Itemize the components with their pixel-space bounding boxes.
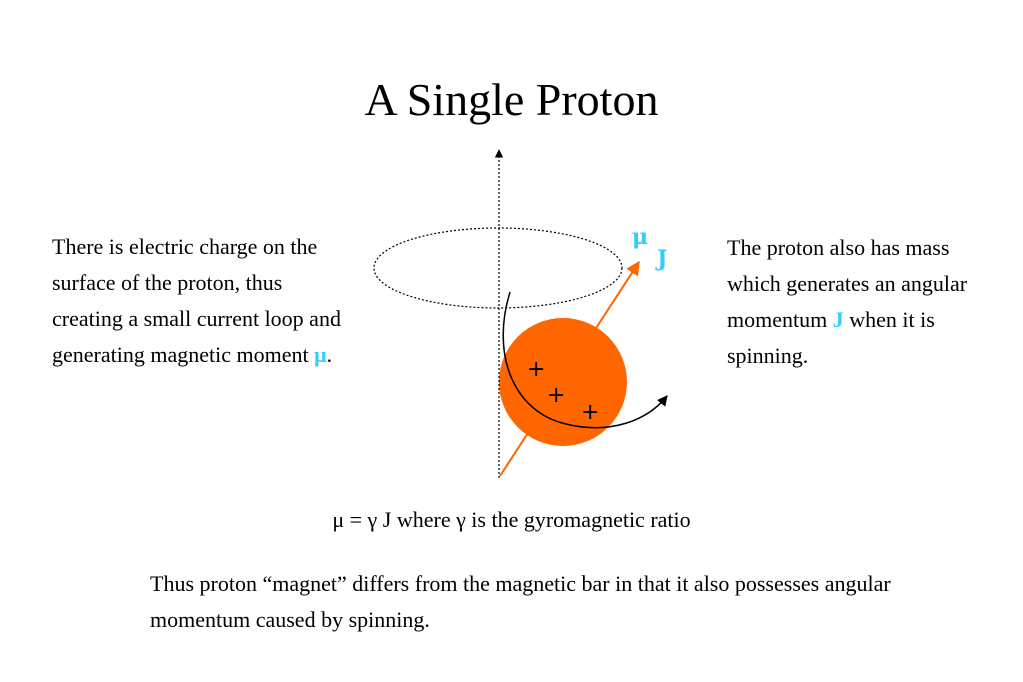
- charge-description-body: There is electric charge on the surface of the proton, thus creating a small current loop and generating magnetic moment: [52, 234, 341, 367]
- mu-axis-label: μ: [632, 224, 649, 250]
- gyromagnetic-equation: μ = γ J where γ is the gyromagnetic ratio: [332, 507, 691, 532]
- j-symbol: J: [832, 307, 844, 332]
- mu-symbol: μ: [314, 342, 327, 367]
- mass-description-body: The proton also has mass which generates an angular momentum: [727, 235, 968, 332]
- charge-description-end: .: [326, 342, 333, 367]
- plus-charge-3: +: [581, 400, 600, 425]
- mass-description-end: when it is spinning.: [727, 307, 935, 368]
- slide-title: A Single Proton: [364, 74, 659, 125]
- conclusion-text: Thus proton “magnet” differs from the magnetic bar in that it also possesses angular momentum caused by spinning.: [150, 571, 891, 632]
- plus-charge-2: +: [547, 383, 566, 408]
- current-loop-ellipse: [374, 228, 622, 308]
- plus-charge-1: +: [527, 357, 546, 382]
- j-axis-label: J: [657, 246, 668, 272]
